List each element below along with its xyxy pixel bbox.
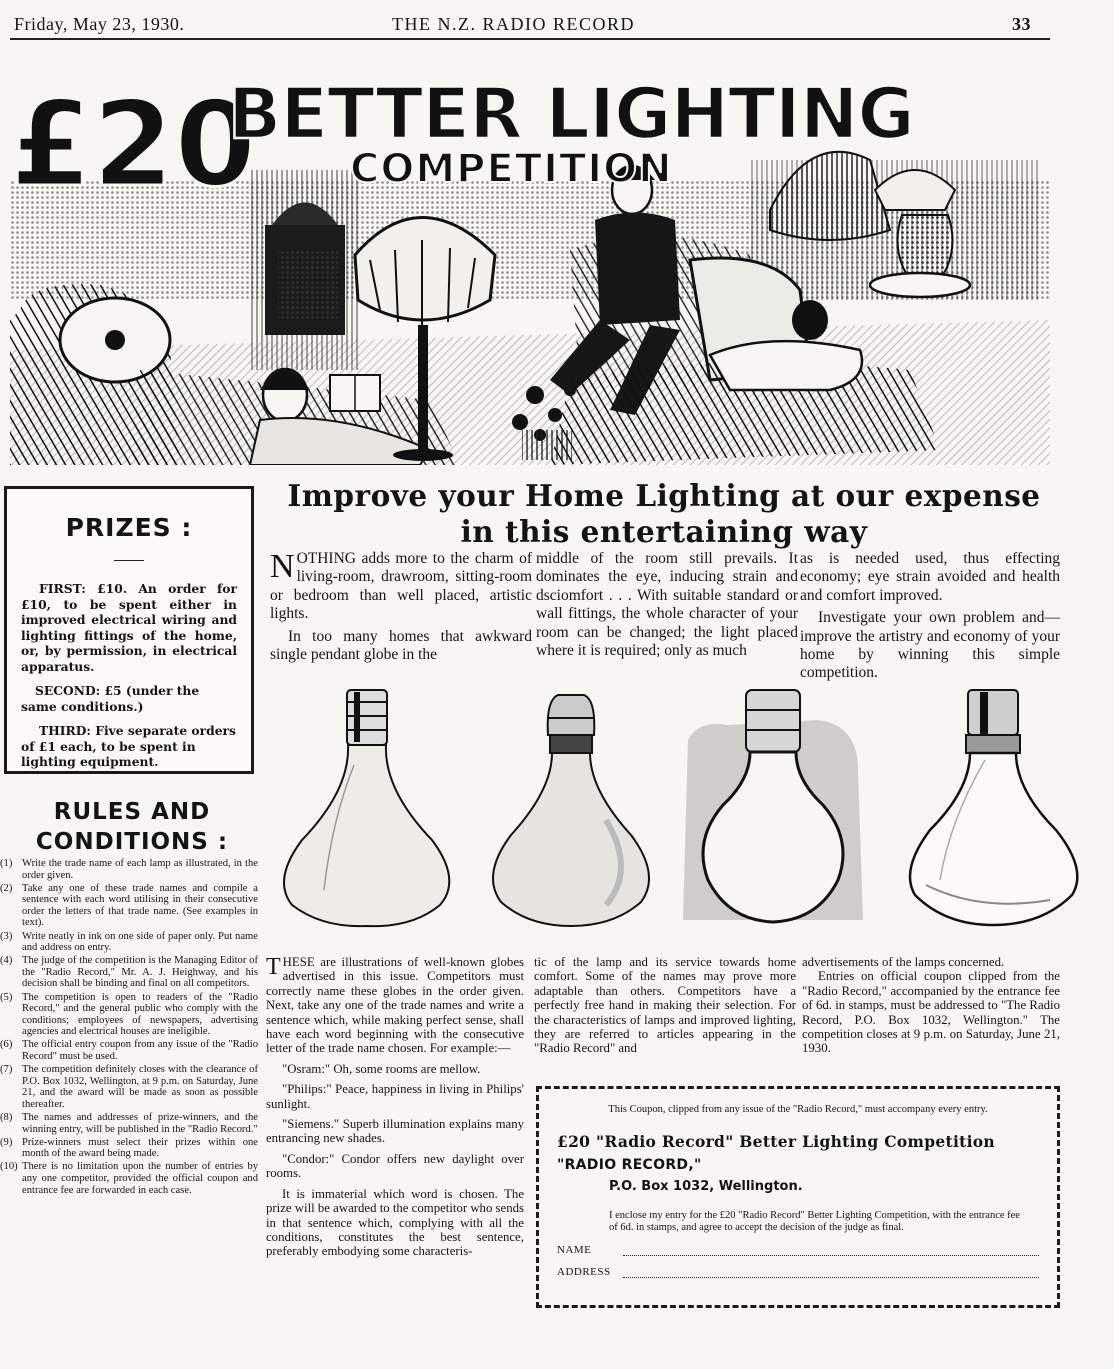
rule-text: There is no limitation upon the number of entries by any one competitor, provided the official coupon and entrance fee are forwarded in each case. (22, 1161, 258, 1196)
rule-number: (9) (0, 1136, 13, 1148)
rule-item (0, 1112, 258, 1135)
rule-text: Prize-winners must select their prizes within one month of the award being made. (22, 1136, 258, 1160)
rule-item (0, 858, 258, 881)
body-paragraph: advertisements of the lamps concerned. (802, 955, 1005, 969)
rule-number: (3) (0, 930, 13, 942)
drop-cap: N (270, 548, 295, 585)
coupon-title: £20 "Radio Record" Better Lighting Competition (557, 1132, 995, 1151)
intro-text: OTHING adds more to the charm of living-room, drawroom, sitting-room or bedroom than well placed, artistic lights. (270, 550, 532, 623)
rule-text: The judge of the competition is the Managing Editor of the "Radio Record," Mr. A. J. Heighway, and his decision shall be binding and final on all competitors. (22, 955, 258, 990)
body-text: HESE are illustrations of well-known globes advertised in this issue. Competitors must correctly name these globes in the order given. Next, take any one of the trade names and write a sentence which, while making perfect sense, shall have each word beginning with the consecutive letter of the trade name chosen. For example:— (266, 955, 524, 1056)
prizes-divider (114, 560, 144, 561)
header-date: Friday, May 23, 1930. (14, 14, 185, 34)
intro-paragraph: In too many homes that awkward single pendant globe in the (270, 627, 532, 664)
rule-item (0, 1137, 258, 1160)
address-label: ADDRESS (557, 1266, 611, 1278)
bulb-clear-icon (890, 680, 1100, 930)
rule-number: (8) (0, 1111, 13, 1123)
coupon-recipient: "RADIO RECORD," (557, 1157, 702, 1173)
banner-subtitle: COMPETITION (350, 146, 673, 192)
intro-column-2 (536, 550, 798, 664)
rule-number: (1) (0, 858, 13, 869)
page-number: 33 (1012, 14, 1031, 34)
name-line[interactable] (623, 1246, 1039, 1256)
example-sentence: "Condor:" Condor offers new daylight over rooms. (266, 1151, 524, 1181)
rule-item (0, 992, 258, 1038)
rule-item (0, 1039, 258, 1062)
intro-paragraph (270, 550, 532, 624)
rule-text: Write the trade name of each lamp as illustrated, in the order given. (22, 858, 258, 881)
rule-number: (7) (0, 1064, 13, 1076)
rule-item (0, 931, 258, 954)
coupon-name-field[interactable] (557, 1244, 1039, 1256)
rule-item (0, 1064, 258, 1110)
body-column-3 (802, 955, 1060, 1062)
rule-number: (5) (0, 991, 13, 1003)
rule-number: (2) (0, 882, 13, 894)
coupon-address-field[interactable] (557, 1266, 1039, 1278)
bulb-pearl-icon (466, 680, 676, 930)
banner-title: BETTER LIGHTING (228, 73, 914, 155)
intro-paragraph: Investigate your own problem and—improve the artistry and economy of your home by winning this simple competition. (800, 609, 1060, 682)
prize-first: FIRST: £10. An order for £10, to be spent either in improved electrical wiring and lighting fittings of the home, or, by permission, in electrical apparatus. (21, 581, 237, 674)
rule-text: The competition is open to readers of the "Radio Record," and the general public who comply with the conditions; employees of newspapers, advertising agencies and electrical houses are ineligible. (22, 991, 258, 1038)
competition-banner (10, 50, 1050, 465)
prize-third: THIRD: Five separate orders of £1 each, to be spent in lighting equipment. (21, 723, 236, 769)
body-column-2 (534, 955, 796, 1062)
address-line[interactable] (623, 1268, 1039, 1278)
rule-item (0, 883, 258, 929)
body-paragraph (266, 955, 524, 1056)
rule-item (0, 1161, 258, 1196)
banner-amount: £20 (10, 75, 257, 213)
header-rule (10, 38, 1050, 40)
article-headline: Improve your Home Lighting at our expense in this entertaining way (287, 478, 1041, 549)
rule-item (0, 955, 258, 990)
publication-title: THE N.Z. RADIO RECORD (392, 14, 635, 34)
prizes-heading: PRIZES : (65, 513, 193, 542)
rule-text: The competition definitely closes with the clearance of P.O. Box 1032, Wellington, at 9 p.m. on Saturday, June 21, and the award will be made as soon as possible thereafter. (22, 1064, 258, 1110)
entry-coupon[interactable] (536, 1086, 1060, 1308)
body-column-1 (266, 955, 524, 1265)
body-paragraph: It is immaterial which word is chosen. The prize will be awarded to the competitor who sends in that sentence which, complying with all the conditions, constitutes the best sentence, preferably embodying some characteris- (266, 1186, 524, 1259)
example-sentence: "Philips:" Peace, happiness in living in Philips' sunlight. (266, 1082, 524, 1111)
intro-column-3 (800, 550, 1060, 687)
rules-list (0, 858, 258, 1198)
intro-paragraph: as is needed used, thus effecting economy; eye strain avoided and health and comfort improved. (800, 550, 1060, 604)
rule-text: The official entry coupon from any issue of the "Radio Record" must be used. (22, 1039, 258, 1062)
rule-number: (10) (0, 1161, 18, 1173)
bulb-frosted-icon (262, 680, 472, 930)
coupon-note: This Coupon, clipped from any issue of the "Radio Record," must accompany every entry. (608, 1104, 988, 1115)
rule-text: Take any one of these trade names and compile a sentence with each word utilising in their consecutive order the letters of that trade name. (See examples in text). (22, 882, 258, 929)
rule-number: (6) (0, 1039, 13, 1051)
rules-heading: RULES AND CONDITIONS : (35, 799, 229, 855)
prizes-box (4, 486, 254, 774)
coupon-address: P.O. Box 1032, Wellington. (609, 1179, 803, 1194)
rule-text: Write neatly in ink on one side of paper only. Put name and address on entry. (22, 930, 258, 954)
living-room-illustration (10, 50, 1050, 465)
drop-cap: T (266, 954, 281, 980)
intro-column-1 (270, 550, 532, 668)
rule-text: The names and addresses of prize-winners, and the winning entry, will be published in the "Radio Record." (22, 1111, 258, 1135)
body-paragraph: tic of the lamp and its service towards home comfort. Some of the names may prove more adaptable than others. Competitors have a perfectly free hand in making their selection. For the characteristics of lamps and improved lighting, they are referred to articles appearing in the "Radio Record" and (534, 955, 796, 1056)
rule-number: (4) (0, 955, 13, 967)
body-paragraph: Entries on official coupon clipped from the "Radio Record," accompanied by the entrance fee of 6d. in stamps, must be addressed to "The Radio Record, P.O. Box 1032, Wellington." The competition closes at 9 p.m. on Saturday, June 21, 1930. (802, 969, 1060, 1056)
coupon-declaration: I enclose my entry for the £20 "Radio Record" Better Lighting Competition, with the entrance fee of 6d. in stamps, and agree to accept the decision of the judge as final. (609, 1210, 1020, 1233)
example-sentence: "Siemens." Superb illumination explains many entrancing new shades. (266, 1117, 524, 1146)
example-sentence: "Osram:" Oh, some rooms are mellow. (282, 1061, 481, 1076)
prize-second: SECOND: £5 (under the same conditions.) (21, 683, 200, 714)
bulb-round-icon (668, 680, 878, 930)
name-label: NAME (557, 1244, 592, 1256)
intro-paragraph: middle of the room still prevails. It dominates the eye, inducing strain and dsciomfort . . . With suitable standard or wall fittings, the whole character of your room can be changed; the light placed where it is required; only as much (536, 550, 798, 660)
